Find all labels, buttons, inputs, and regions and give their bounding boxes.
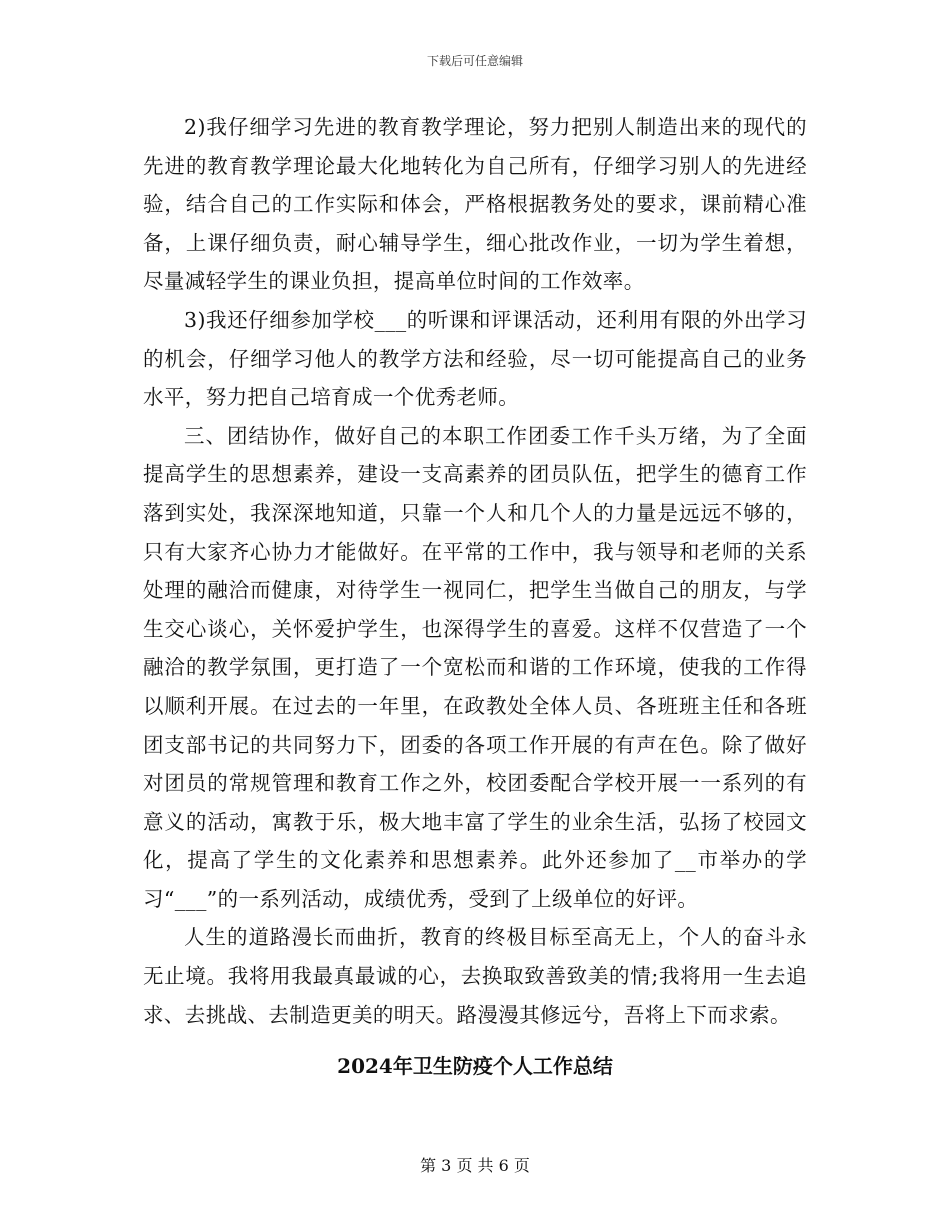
page-number: 第 3 页 共 6 页	[420, 1156, 530, 1175]
document-body	[143, 108, 807, 1084]
paragraph-lesson-evaluation: 3)我还仔细参加学校___的听课和评课活动，还利用有限的外出学习的机会，仔细学习他人的教学方法和经验，尽一切可能提高自己的业务水平，努力把自己培育成一个优秀老师。	[143, 307, 807, 410]
paragraph-closing: 人生的道路漫长而曲折，教育的终极目标至高无上，个人的奋斗永无止境。我将用我最真最诚的心，去换取致善致美的情;我将用一生去追求、去挑战、去制造更美的明天。路漫漫其修远兮，吾将上下而求索。	[143, 925, 807, 1027]
section-title: 2024年卫生防疫个人工作总结	[337, 1054, 613, 1079]
page-header: 下载后可任意编辑	[426, 54, 523, 68]
paragraph-study-theory: 2)我仔细学习先进的教育教学理论，努力把别人制造出来的现代的先进的教育教学理论最大化地转化为自己所有，仔细学习别人的先进经验，结合自己的工作实际和体会，严格根据教务处的要求，课前精心准备，上课仔细负责，耐心辅导学生，细心批改作业，一切为学生着想，尽量减轻学生的课业负担，提高单位时间的工作效率。	[143, 115, 807, 294]
paragraph-teamwork: 三、团结协作，做好自己的本职工作团委工作千头万绪，为了全面提高学生的思想素养，建设一支高素养的团员队伍，把学生的德育工作落到实处，我深深地知道，只靠一个人和几个人的力量是远远不够的，只有大家齐心协力才能做好。在平常的工作中，我与领导和老师的关系处理的融洽而健康，对待学生一视同仁，把学生当做自己的朋友，与学生交心谈心，关怀爱护学生，也深得学生的喜爱。这样不仅营造了一个融洽的教学氛围，更打造了一个宽松而和谐的工作环境，使我的工作得以顺利开展。在过去的一年里，在政教处全体人员、各班班主任和各班团支部书记的共同努力下，团委的各项工作开展的有声在色。除了做好对团员的常规管理和教育工作之外，校团委配合学校开展一一系列的有意义的活动，寓教于乐，极大地丰富了学生的业余生活，弘扬了校园文化，提高了学生的文化素养和思想素养。此外还参加了__市举办的学习“___”的一系列活动，成绩优秀，受到了上级单位的好评。	[143, 423, 807, 911]
